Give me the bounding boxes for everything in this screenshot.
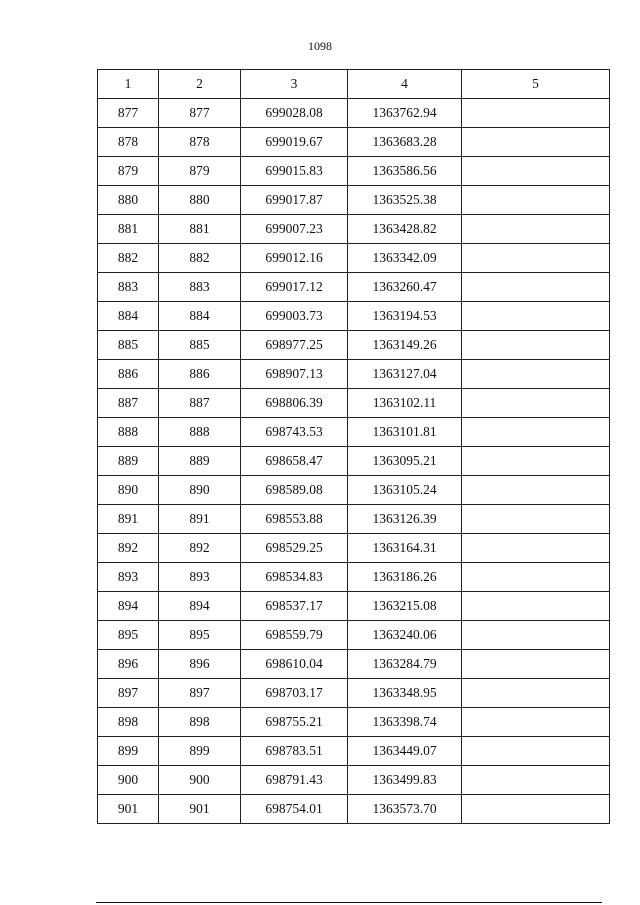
table-cell: 698754.01	[241, 795, 348, 824]
coordinates-table	[97, 69, 610, 824]
table-cell	[462, 157, 610, 186]
table-row	[98, 679, 610, 708]
table-cell: 698534.83	[241, 563, 348, 592]
table-cell: 879	[98, 157, 159, 186]
table-cell	[462, 621, 610, 650]
table-cell	[462, 418, 610, 447]
table-cell: 1363102.11	[348, 389, 462, 418]
table-cell: 891	[98, 505, 159, 534]
table-cell	[462, 534, 610, 563]
table-cell: 889	[159, 447, 241, 476]
table-cell: 699017.87	[241, 186, 348, 215]
table-cell: 1363164.31	[348, 534, 462, 563]
table-cell: 698791.43	[241, 766, 348, 795]
table-cell	[462, 273, 610, 302]
table-cell: 882	[98, 244, 159, 273]
table-cell: 887	[98, 389, 159, 418]
table-cell: 1363284.79	[348, 650, 462, 679]
table-row	[98, 331, 610, 360]
table-cell	[462, 244, 610, 273]
table-row	[98, 708, 610, 737]
column-header: 2	[159, 70, 241, 99]
column-header: 3	[241, 70, 348, 99]
footer-divider	[96, 902, 602, 903]
table-cell: 699019.67	[241, 128, 348, 157]
table-cell: 896	[98, 650, 159, 679]
table-cell	[462, 331, 610, 360]
table-cell: 886	[159, 360, 241, 389]
table-cell: 884	[98, 302, 159, 331]
table-cell: 698529.25	[241, 534, 348, 563]
table-cell	[462, 476, 610, 505]
table-cell: 885	[159, 331, 241, 360]
table-cell: 881	[159, 215, 241, 244]
table-cell: 698977.25	[241, 331, 348, 360]
table-cell: 900	[98, 766, 159, 795]
table-cell	[462, 795, 610, 824]
table-cell: 699015.83	[241, 157, 348, 186]
table-cell: 698537.17	[241, 592, 348, 621]
table-cell: 1363240.06	[348, 621, 462, 650]
page-number: 1098	[308, 39, 332, 53]
table-cell: 888	[98, 418, 159, 447]
table-cell: 898	[159, 708, 241, 737]
table-cell: 897	[159, 679, 241, 708]
table-cell	[462, 505, 610, 534]
table-row	[98, 621, 610, 650]
table-cell: 891	[159, 505, 241, 534]
table-cell: 890	[159, 476, 241, 505]
table-cell	[462, 99, 610, 128]
table-cell: 884	[159, 302, 241, 331]
table-cell: 1363127.04	[348, 360, 462, 389]
table-row	[98, 592, 610, 621]
table-cell: 895	[98, 621, 159, 650]
column-header: 4	[348, 70, 462, 99]
table-cell: 901	[98, 795, 159, 824]
table-cell: 1363186.26	[348, 563, 462, 592]
table-cell: 890	[98, 476, 159, 505]
column-header: 1	[98, 70, 159, 99]
table-cell	[462, 360, 610, 389]
table-row	[98, 766, 610, 795]
table-cell: 1363573.70	[348, 795, 462, 824]
table-row	[98, 128, 610, 157]
table-cell	[462, 563, 610, 592]
table-cell: 894	[159, 592, 241, 621]
table-cell: 699003.73	[241, 302, 348, 331]
table-cell: 1363762.94	[348, 99, 462, 128]
table-cell: 895	[159, 621, 241, 650]
table-cell: 1363215.08	[348, 592, 462, 621]
table-row	[98, 215, 610, 244]
table-cell: 878	[98, 128, 159, 157]
table-row	[98, 273, 610, 302]
table-cell: 1363260.47	[348, 273, 462, 302]
table-cell: 893	[98, 563, 159, 592]
table-cell: 1363449.07	[348, 737, 462, 766]
table-cell: 897	[98, 679, 159, 708]
table-row	[98, 505, 610, 534]
table-cell: 1363348.95	[348, 679, 462, 708]
table-cell: 699017.12	[241, 273, 348, 302]
table-cell: 898	[98, 708, 159, 737]
table-cell	[462, 186, 610, 215]
table-cell: 1363095.21	[348, 447, 462, 476]
table-row	[98, 737, 610, 766]
table-cell: 1363149.26	[348, 331, 462, 360]
table-cell: 893	[159, 563, 241, 592]
table-cell: 698743.53	[241, 418, 348, 447]
table-cell	[462, 302, 610, 331]
table-cell: 698610.04	[241, 650, 348, 679]
table-cell: 882	[159, 244, 241, 273]
table-cell: 886	[98, 360, 159, 389]
table-cell: 1363105.24	[348, 476, 462, 505]
table-cell: 1363428.82	[348, 215, 462, 244]
table-cell: 1363126.39	[348, 505, 462, 534]
table-cell: 899	[98, 737, 159, 766]
table-cell: 699028.08	[241, 99, 348, 128]
table-cell	[462, 737, 610, 766]
table-cell: 880	[159, 186, 241, 215]
table-cell: 1363101.81	[348, 418, 462, 447]
table-cell: 1363525.38	[348, 186, 462, 215]
table-cell: 698553.88	[241, 505, 348, 534]
table-cell: 1363586.56	[348, 157, 462, 186]
table-cell: 899	[159, 737, 241, 766]
table-cell	[462, 650, 610, 679]
table-cell: 879	[159, 157, 241, 186]
table-cell	[462, 679, 610, 708]
table-row	[98, 563, 610, 592]
table-cell: 698559.79	[241, 621, 348, 650]
table-body	[98, 99, 610, 824]
table-cell: 885	[98, 331, 159, 360]
table-cell	[462, 708, 610, 737]
table-cell: 1363398.74	[348, 708, 462, 737]
table-cell: 892	[159, 534, 241, 563]
table-cell: 901	[159, 795, 241, 824]
table-cell: 699012.16	[241, 244, 348, 273]
table-cell	[462, 447, 610, 476]
table-row	[98, 534, 610, 563]
table-row	[98, 795, 610, 824]
table-cell: 900	[159, 766, 241, 795]
table-cell: 888	[159, 418, 241, 447]
table-cell: 1363342.09	[348, 244, 462, 273]
column-header: 5	[462, 70, 610, 99]
table-row	[98, 244, 610, 273]
table-row	[98, 418, 610, 447]
table-row	[98, 650, 610, 679]
table-cell: 1363499.83	[348, 766, 462, 795]
table-cell: 887	[159, 389, 241, 418]
table-cell	[462, 215, 610, 244]
table-cell: 883	[98, 273, 159, 302]
table-row	[98, 360, 610, 389]
table-row	[98, 99, 610, 128]
table-row	[98, 389, 610, 418]
table-row	[98, 157, 610, 186]
table-cell: 880	[98, 186, 159, 215]
table-header-row	[98, 70, 610, 99]
table-cell: 698589.08	[241, 476, 348, 505]
table-cell: 881	[98, 215, 159, 244]
table-cell: 877	[98, 99, 159, 128]
table-cell: 877	[159, 99, 241, 128]
table-cell: 698703.17	[241, 679, 348, 708]
table-cell: 699007.23	[241, 215, 348, 244]
table-cell	[462, 389, 610, 418]
table-cell: 1363683.28	[348, 128, 462, 157]
table-cell: 896	[159, 650, 241, 679]
table-cell: 894	[98, 592, 159, 621]
table-cell: 1363194.53	[348, 302, 462, 331]
table-row	[98, 447, 610, 476]
table-cell: 698907.13	[241, 360, 348, 389]
table-row	[98, 476, 610, 505]
table-row	[98, 302, 610, 331]
table-cell: 698783.51	[241, 737, 348, 766]
table-cell: 892	[98, 534, 159, 563]
table-cell	[462, 766, 610, 795]
table-cell	[462, 592, 610, 621]
table-cell: 698658.47	[241, 447, 348, 476]
table-cell	[462, 128, 610, 157]
table-cell: 889	[98, 447, 159, 476]
table-cell: 698755.21	[241, 708, 348, 737]
table-cell: 883	[159, 273, 241, 302]
table-cell: 698806.39	[241, 389, 348, 418]
table-cell: 878	[159, 128, 241, 157]
table-row	[98, 186, 610, 215]
